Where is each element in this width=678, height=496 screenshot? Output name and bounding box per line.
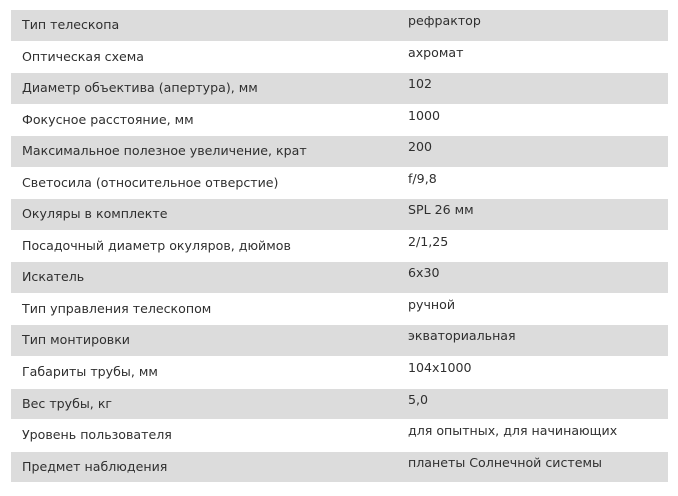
spec-name: Диаметр объектива (апертура), мм [11, 73, 396, 104]
spec-name: Светосила (относительное отверстие) [11, 168, 396, 199]
specifications-table [11, 9, 668, 483]
table-row [11, 73, 668, 104]
table-row [11, 294, 668, 325]
spec-name: Посадочный диаметр окуляров, дюймов [11, 231, 396, 262]
spec-name: Тип телескопа [11, 10, 396, 41]
table-row [11, 105, 668, 136]
spec-name: Вес трубы, кг [11, 389, 396, 420]
spec-value: 6x30 [396, 262, 668, 293]
table-row [11, 10, 668, 41]
spec-value: экваториальная [396, 325, 668, 356]
table-row [11, 357, 668, 388]
spec-value: 104x1000 [396, 357, 668, 388]
table-row [11, 199, 668, 230]
spec-name: Оптическая схема [11, 42, 396, 73]
table-row [11, 136, 668, 167]
spec-value: 102 [396, 73, 668, 104]
spec-value: 1000 [396, 105, 668, 136]
spec-value: ручной [396, 294, 668, 325]
table-row [11, 42, 668, 73]
table-row [11, 325, 668, 356]
spec-name: Искатель [11, 262, 396, 293]
spec-name: Предмет наблюдения [11, 452, 396, 483]
spec-value: ахромат [396, 42, 668, 73]
table-row [11, 452, 668, 483]
spec-name: Фокусное расстояние, мм [11, 105, 396, 136]
table-row [11, 389, 668, 420]
table-row [11, 231, 668, 262]
spec-name: Габариты трубы, мм [11, 357, 396, 388]
spec-name: Уровень пользователя [11, 420, 396, 451]
spec-value: планеты Солнечной системы [396, 452, 668, 483]
spec-name: Максимальное полезное увеличение, крат [11, 136, 396, 167]
table-row [11, 420, 668, 451]
spec-value: 200 [396, 136, 668, 167]
spec-value: f/9,8 [396, 168, 668, 199]
spec-name: Окуляры в комплекте [11, 199, 396, 230]
table-row [11, 262, 668, 293]
spec-value: SPL 26 мм [396, 199, 668, 230]
spec-value: 2/1,25 [396, 231, 668, 262]
spec-value: для опытных, для начинающих [396, 420, 668, 451]
table-row [11, 168, 668, 199]
spec-name: Тип управления телескопом [11, 294, 396, 325]
spec-name: Тип монтировки [11, 325, 396, 356]
spec-value: рефрактор [396, 10, 668, 41]
spec-value: 5,0 [396, 389, 668, 420]
